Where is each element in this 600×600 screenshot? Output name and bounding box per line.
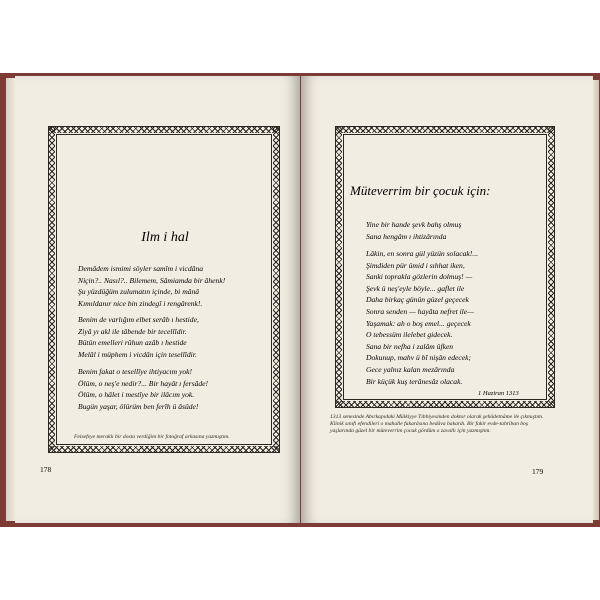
- frame-border-top: [49, 127, 279, 133]
- poem-line: Sonra senden — hayâta nefret ile—: [366, 306, 474, 316]
- poem-line: Bütün emelleri rûhun azâb ı hestide: [78, 338, 187, 348]
- poem-line: Kımıldanır nice bin zindegî i rengârenk!.: [78, 298, 203, 308]
- poem-line: Benim fakat o tesellîye ihtiyacım yok!: [78, 367, 193, 376]
- poem-line: Demâdem ismimi söyler samîm i vicdâna: [78, 264, 204, 273]
- poem-line: Yaşamak: ah o boş emel... geçecek: [366, 318, 471, 328]
- frame-border-top: [336, 127, 554, 133]
- poem-line: Lâkin, en sonra gül yüzün solacak!...: [366, 249, 478, 258]
- frame-border-bottom: [49, 446, 279, 452]
- frame-border-right: [273, 127, 279, 452]
- frame-border-right: [548, 127, 554, 407]
- poem-line: Melâl i müphem i vicdân için tesellîdir.: [78, 349, 197, 359]
- poem-line: Dokunup, mahv ü bî nişân edecek;: [366, 353, 472, 363]
- frame-border-bottom: [336, 401, 554, 407]
- left-page-number: 178: [40, 465, 52, 474]
- poem-line: Şimdiden pür ümid i sıhhat iken,: [366, 260, 465, 270]
- poem-line: Sana bir nefha i zalâm üfken: [366, 341, 454, 351]
- poem-line: Ölüm, o hâlet i mestîye bir ilâcım yok.: [78, 390, 195, 400]
- poem-line: Sanki toprakla gözlerin dolmuş! —: [366, 272, 473, 282]
- left-stanza-2: [78, 314, 199, 360]
- poem-line: Şevk ü neş'eyle böyle... gaflet ile: [366, 283, 465, 293]
- page-edges-left: [6, 78, 15, 521]
- frame-border-left: [336, 127, 342, 407]
- poem-line: Şu yüzdüğüm zulumatın içinde, bi mânâ: [78, 287, 200, 297]
- right-page-number: 179: [532, 467, 544, 476]
- left-poem-title: Ilm i hal: [141, 230, 189, 245]
- poem-line: Daha birkaç günün güzel geçecek: [366, 295, 469, 305]
- poem-line: Sana hengâm ı ihtizârında: [366, 231, 447, 241]
- poem-line: Bir küçük kuş terânesâz olacak.: [366, 376, 463, 386]
- frame-border-left: [49, 127, 55, 452]
- page-edges-right: [593, 80, 599, 520]
- poem-line: Benim de varlığım elbet serâb ı hestide,: [78, 315, 199, 324]
- poem-line: Gece yalnız kalan mezârında: [366, 364, 455, 374]
- left-stanza-1: [78, 263, 225, 309]
- poem-line: Ziyâ yı akl ile tâbende bir tecellîdir.: [78, 326, 187, 336]
- right-stanza-2: [366, 248, 478, 387]
- right-poem-title: Müteverrim bir çocuk için:: [350, 183, 491, 198]
- poem-line: Ölüm, o neş'e nedir?... Bir hayât ı fersâde!: [78, 378, 209, 388]
- poem-line: Bugün yaşar, ölürüm ben ferîh ü âsûde!: [78, 401, 199, 411]
- left-footnote: Felsefeye meraklı bir dosta verdiğim bir fotoğraf arkasına yazmıştım.: [74, 434, 230, 440]
- poem-line: Niçin?.. Nasıl?.. Bilemem, Sâmiamda bir âhenk!: [78, 275, 226, 285]
- right-stanza-1: [366, 219, 461, 242]
- right-footnote: 1313 senesinde Abırkapıdaki Mülkiyye Tıbbiyesinden doktor olarak şehâdetnâme ile çıkmıştım. Klinik sınıfı efendileri o mahalle fukarâsına bedâva bakardı. Bir fakir evde-tahriban boş yaşlarında güzel bir müteverrim çocuk gördüm o zavallı için yazmıştım.: [330, 414, 544, 435]
- left-stanza-3: [78, 366, 208, 412]
- poem-line: O tebessüm ilelebet gidecek.: [366, 330, 453, 340]
- poem-line: Yine bir hande şevk bahş olmuş: [366, 220, 462, 229]
- poem-date: 1 Haziran 1313: [478, 390, 519, 397]
